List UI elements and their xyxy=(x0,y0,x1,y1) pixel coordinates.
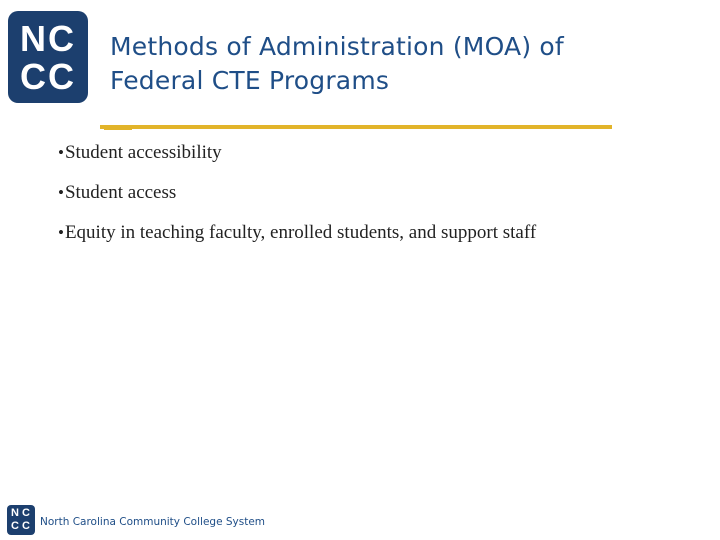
bullet-dot-icon: • xyxy=(58,223,64,242)
bullet-dot-icon: • xyxy=(58,143,64,162)
logo-letter-c: C xyxy=(48,18,74,59)
slide-title-line-1: Methods of Administration (MOA) of xyxy=(110,32,564,61)
bullet-list xyxy=(58,138,698,258)
footer-logo xyxy=(7,505,35,535)
slide-title xyxy=(110,30,700,98)
footer-logo-letter-n: N xyxy=(11,507,19,519)
bullet-item xyxy=(58,138,698,178)
slide-title-line-2: Federal CTE Programs xyxy=(110,66,390,95)
title-divider xyxy=(100,125,612,129)
bullet-item xyxy=(58,218,698,258)
bullet-item xyxy=(58,178,698,218)
footer-logo-letter-c: C xyxy=(11,520,19,532)
bullet-text: Student access xyxy=(64,182,177,203)
bullet-dot-icon: • xyxy=(58,183,64,202)
bullet-text: Equity in teaching faculty, enrolled students, and support staff xyxy=(64,222,537,243)
bullet-text: Student accessibility xyxy=(64,142,222,163)
title-divider-accent xyxy=(104,128,132,130)
nccc-logo xyxy=(8,11,88,103)
logo-letter-c: C xyxy=(48,56,74,97)
logo-letter-n: N xyxy=(20,18,46,59)
footer-logo-letter-c: C xyxy=(22,520,30,532)
footer-org-name: North Carolina Community College System xyxy=(40,516,266,528)
footer-logo-letter-c: C xyxy=(22,507,30,519)
logo-letter-c: C xyxy=(20,56,46,97)
